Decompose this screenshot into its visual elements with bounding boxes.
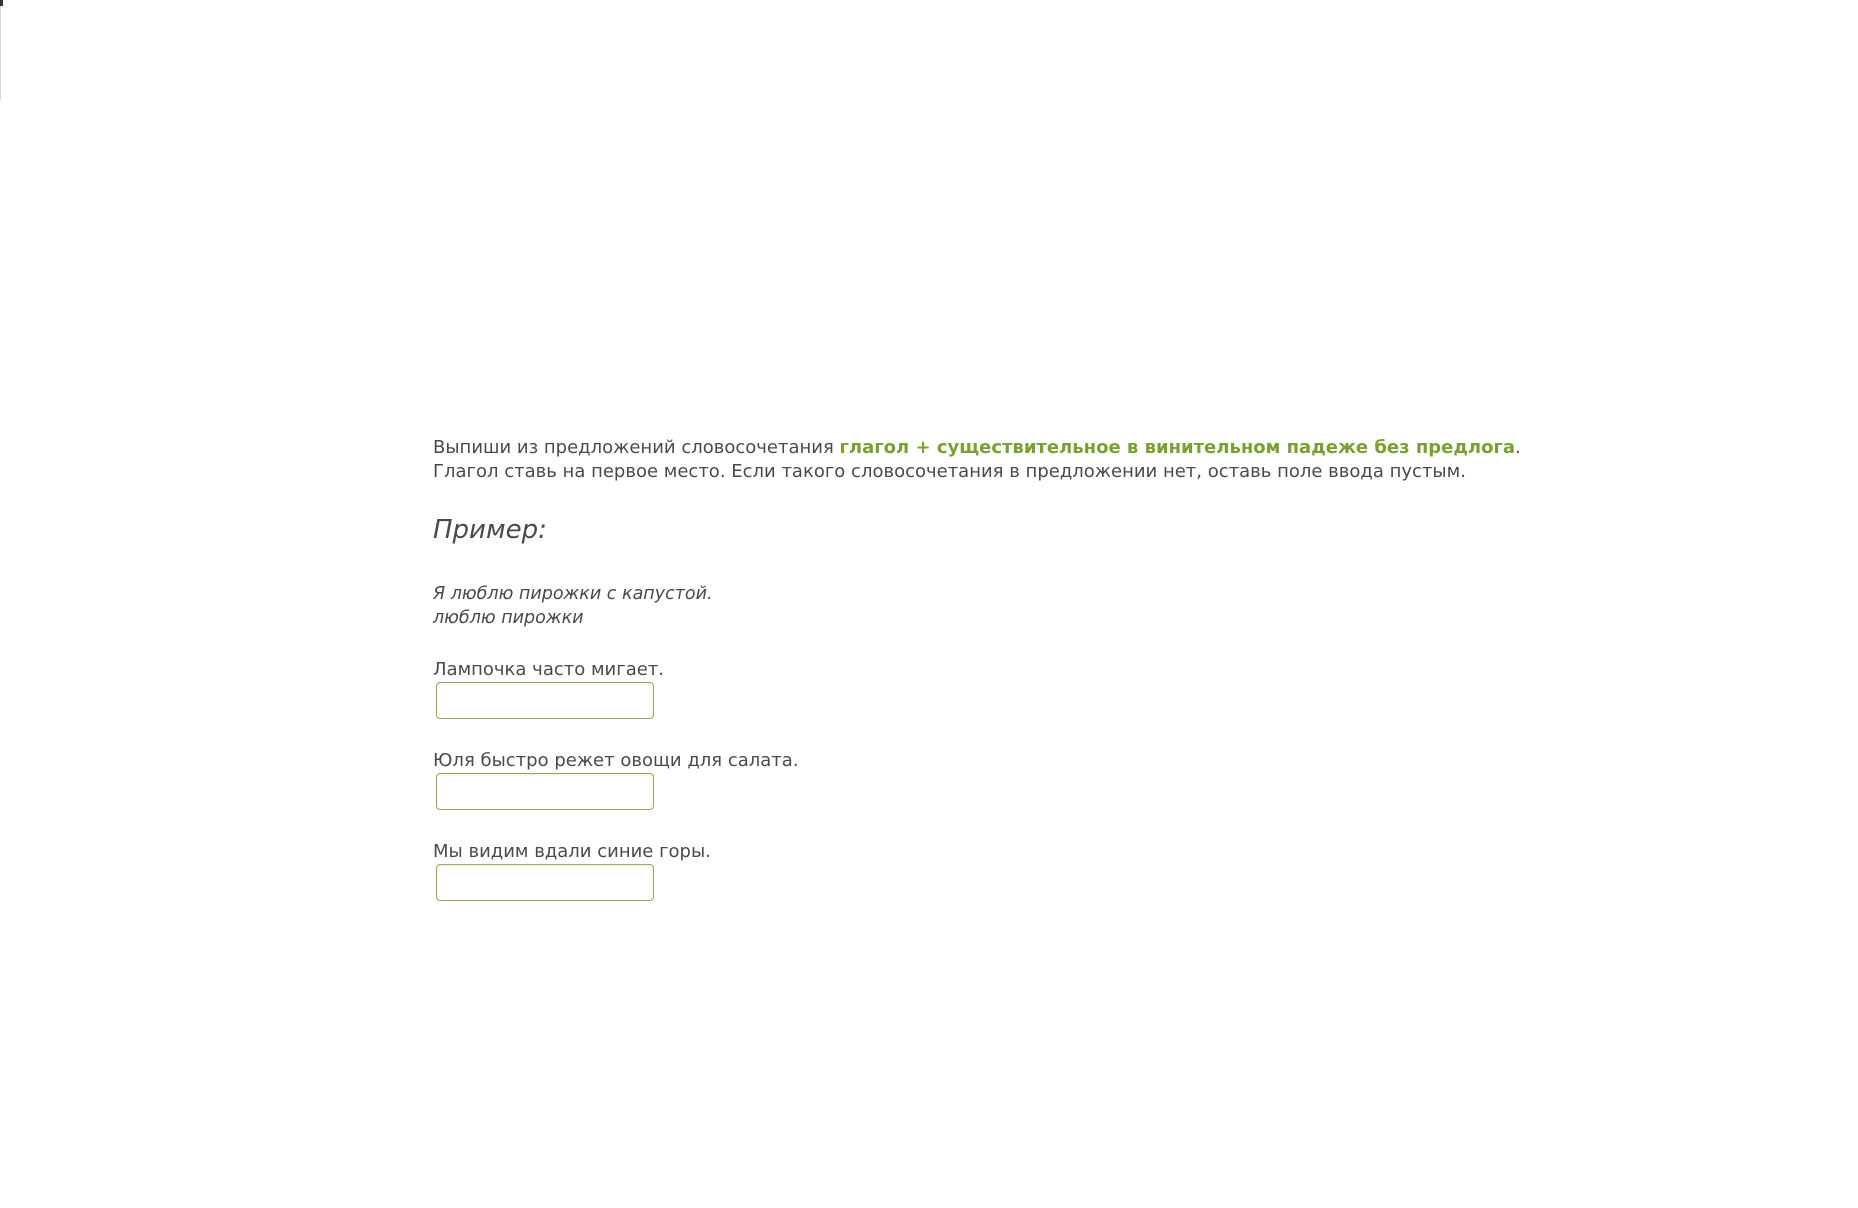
- instructions-highlight: глагол + существительное в винительном падеже без предлога: [839, 437, 1515, 458]
- exercise-sentence: Мы видим вдали синие горы.: [433, 841, 711, 862]
- answer-input-2[interactable]: [436, 773, 654, 810]
- exercise-sentence: Лампочка часто мигает.: [433, 659, 665, 680]
- answer-input-1[interactable]: [436, 682, 654, 719]
- example-answer: люблю пирожки: [433, 608, 584, 628]
- exercise-sentence: Юля быстро режет овощи для салата.: [433, 750, 799, 771]
- instructions-suffix: .: [1515, 437, 1521, 458]
- exercise-item-1: [433, 658, 1533, 719]
- example-block: [433, 582, 1533, 630]
- instructions-line2: Глагол ставь на первое место. Если такого словосочетания в предложении нет, оставь поле ввода пустым.: [433, 461, 1466, 482]
- window-edge-marker: [0, 0, 3, 100]
- exercise-item-3: [433, 840, 1533, 901]
- task-instructions: [433, 436, 1533, 484]
- answer-input-3[interactable]: [436, 864, 654, 901]
- exercise-item-2: [433, 749, 1533, 810]
- example-title: Пример:: [433, 515, 547, 545]
- instructions-prefix: Выпиши из предложений словосочетания: [433, 437, 840, 458]
- exercise-task: [433, 436, 1533, 901]
- example-sentence: Я люблю пирожки с капустой.: [433, 584, 713, 604]
